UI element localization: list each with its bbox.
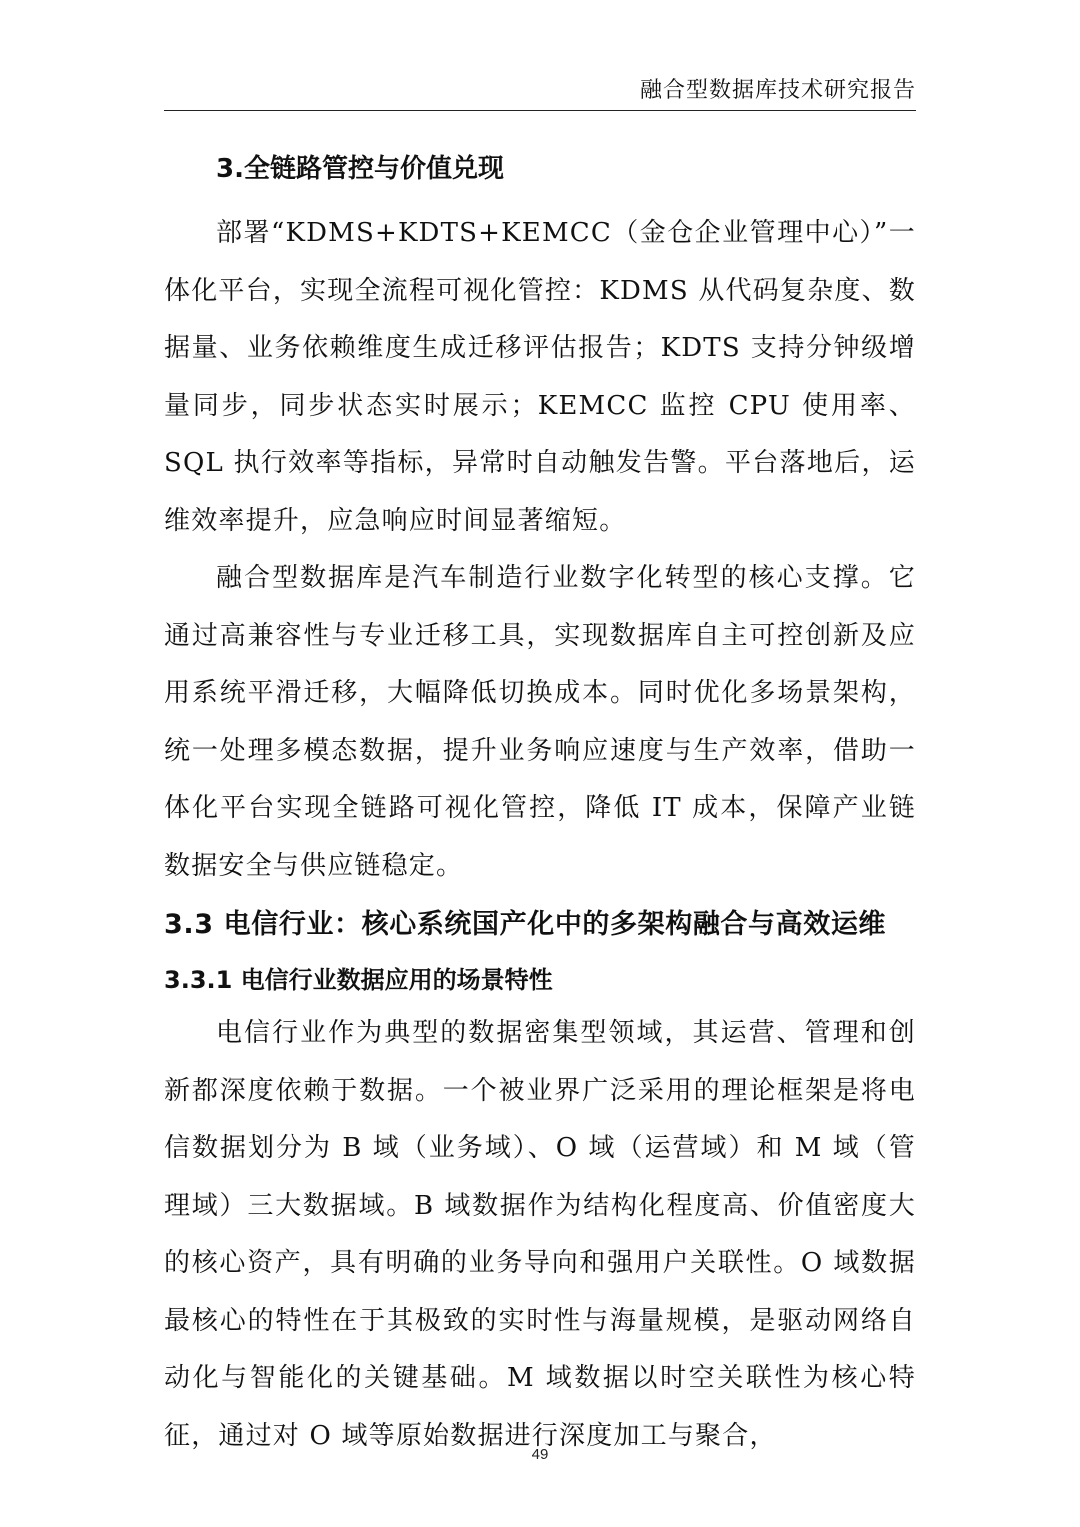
subsection-heading-3-3-1: 3.3.1 电信行业数据应用的场景特性 [164, 966, 553, 994]
paragraph-telecom-data-domains: 电信行业作为典型的数据密集型领域，其运营、管理和创新都深度依赖于数据。一个被业界广泛采用的理论框架是将电信数据划分为 B 域（业务域）、O 域（运营域）和 M 域（管理域）三大数据域。B 域数据作为结构化程度高、价值密度大的核心资产，具有明确的业务导向和强用户关联性。O 域数据最核心的特性在于其极致的实时性与海量规模，是驱动网络自动化与智能化的关键基础。M 域数据以时空关联性为核心特征，通过对 O 域等原始数据进行深度加工与聚合， [164, 1018, 916, 1451]
paragraph-platform-deployment: 部署“KDMS+KDTS+KEMCC（金仓企业管理中心）”一体化平台，实现全流程可视化管控：KDMS 从代码复杂度、数据量、业务依赖维度生成迁移评估报告；KDTS 支持分钟级增量同步，同步状态实时展示；KEMCC 监控 CPU 使用率、SQL 执行效率等指标，异常时自动触发告警。平台落地后，运维效率提升，应急响应时间显著缩短。 [164, 218, 916, 536]
page-body [164, 145, 916, 1465]
section-heading-3-3: 3.3 电信行业：核心系统国产化中的多架构融合与高效运维 [164, 909, 887, 940]
page-number: 49 [531, 1446, 549, 1463]
spacer [164, 193, 916, 205]
subheading-full-chain-control: 3.全链路管控与价值兑现 [216, 154, 504, 184]
running-header-title: 融合型数据库技术研究报告 [639, 78, 916, 103]
paragraph-automotive-summary: 融合型数据库是汽车制造行业数字化转型的核心支撑。它通过高兼容性与专业迁移工具，实现数据库自主可控创新及应用系统平滑迁移，大幅降低切换成本。同时优化多场景架构，统一处理多模态数据，提升业务响应速度与生产效率，借助一体化平台实现全链路可视化管控，降低 IT 成本，保障产业链数据安全与供应链稳定。 [164, 563, 916, 881]
header-divider [164, 110, 916, 111]
